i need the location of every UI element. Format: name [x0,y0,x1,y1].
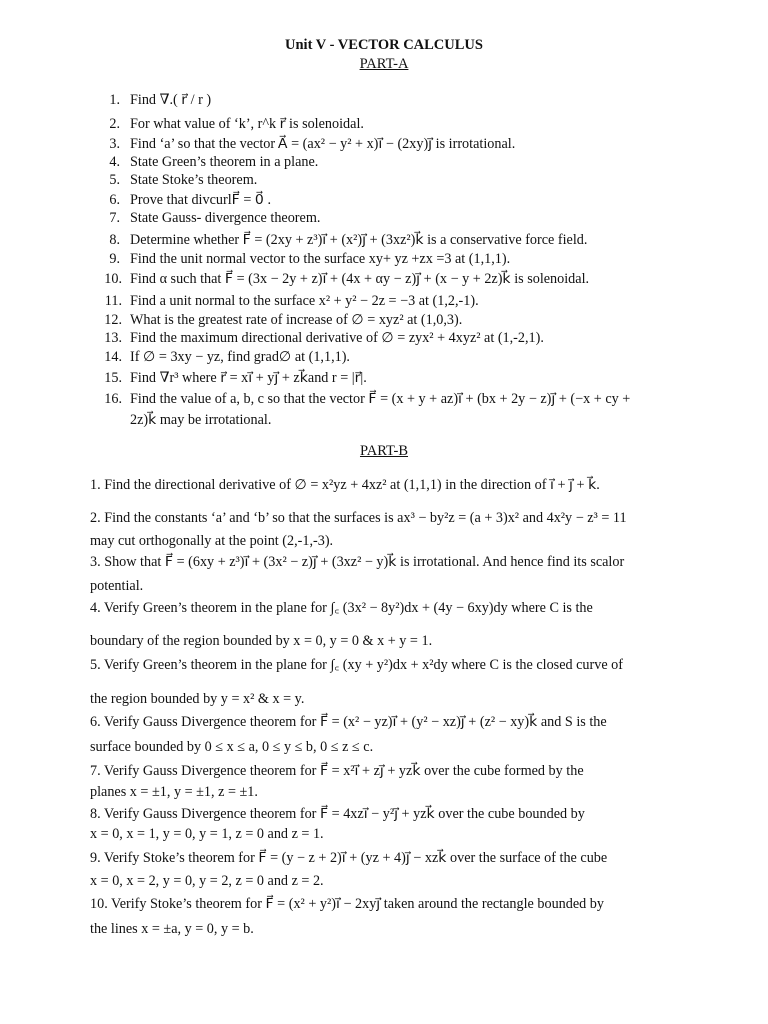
question-number: 4. [109,154,120,170]
question-number: 8. [109,232,120,248]
question-number: 3. [109,136,120,152]
question-text: 3. Show that F⃗ = (6xy + z³)i⃗ + (3x² − z)j⃗ + (3xz² − y)k⃗ is irrotational. And hence find its scalor [90,554,625,570]
question-text: What is the greatest rate of increase of ∅ = xyz² at (1,0,3). [130,312,463,328]
question-text: Find the value of a, b, c so that the vector F⃗ = (x + y + az)i⃗ + (bx + 2y − z)j⃗ + (−x + cy + [130,391,631,407]
question-number: 5. [109,172,120,188]
question-number: 1. [109,92,120,108]
question-text-continued: 2z)k⃗ may be irrotational. [130,412,272,428]
question-text: 4. Verify Green’s theorem in the plane for ∫꜀ (3x² − 8y²)dx + (4y − 6xy)dy where C is the [90,600,593,616]
question-text: 9. Verify Stoke’s theorem for F⃗ = (y − z + 2)i⃗ + (yz + 4)j⃗ − xzk⃗ over the surface of the cube [90,850,608,866]
question-number: 2. [109,116,120,132]
question-number: 6. [109,192,120,208]
question-number: 13. [104,330,122,346]
page-title: Unit V - VECTOR CALCULUS [285,37,483,53]
question-text: Find α such that F⃗ = (3x − 2y + z)i⃗ + (4x + αy − z)j⃗ + (x − y + 2z)k⃗ is solenoidal. [130,271,590,287]
question-text: 5. Verify Green’s theorem in the plane for ∫꜀ (xy + y²)dx + x²dy where C is the closed curve of [90,657,624,673]
question-number: 9. [109,251,120,267]
question-text: Find the unit normal vector to the surface xy+ yz +zx =3 at (1,1,1). [130,251,511,267]
question-text-continued: boundary of the region bounded by x = 0, y = 0 & x + y = 1. [90,633,433,649]
question-text-continued: planes x = ±1, y = ±1, z = ±1. [90,784,258,800]
question-number: 14. [104,349,122,365]
part-b-heading: PART-B [359,443,409,459]
question-text: State Gauss- divergence theorem. [130,210,321,226]
question-text: 1. Find the directional derivative of ∅ = x²yz + 4xz² at (1,1,1) in the direction of i⃗ + j⃗ + k⃗. [90,477,600,493]
question-text-continued: the region bounded by y = x² & x = y. [90,691,305,707]
question-number: 16. [104,391,122,407]
question-number: 10. [104,271,122,287]
question-number: 11. [104,293,122,309]
question-text-continued: the lines x = ±a, y = 0, y = b. [90,921,254,937]
question-text: If ∅ = 3xy − yz, find grad∅ at (1,1,1). [130,349,350,365]
question-text: For what value of ‘k’, r^k r⃗ is solenoidal. [130,116,364,132]
question-text-continued: potential. [90,578,144,594]
question-text: Find ∇r³ where r⃗ = xi⃗ + yj⃗ + zk⃗and r = |r⃗|. [130,370,367,386]
question-text: 10. Verify Stoke’s theorem for F⃗ = (x² + y²)i⃗ − 2xyj⃗ taken around the rectangle bounded by [90,896,604,912]
question-text: Find the maximum directional derivative of ∅ = zyx² + 4xyz² at (1,-2,1). [130,330,544,346]
question-text: State Green’s theorem in a plane. [130,154,319,170]
question-number: 7. [109,210,120,226]
question-text: 6. Verify Gauss Divergence theorem for F⃗ = (x² − yz)i⃗ + (y² − xz)j⃗ + (z² − xy)k⃗ and S is the [90,714,607,730]
question-text-continued: may cut orthogonally at the point (2,-1,-3). [90,533,334,549]
question-text: 7. Verify Gauss Divergence theorem for F⃗ = x²i⃗ + zj⃗ + yzk⃗ over the cube formed by the [90,763,584,779]
question-text: Find a unit normal to the surface x² + y² − 2z = −3 at (1,2,-1). [130,293,479,309]
question-text-continued: surface bounded by 0 ≤ x ≤ a, 0 ≤ y ≤ b, 0 ≤ z ≤ c. [90,739,374,755]
question-number: 15. [104,370,122,386]
question-text: Prove that divcurlF⃗ = 0⃗ . [130,192,272,208]
question-text: Find ‘a’ so that the vector A⃗ = (ax² − y² + x)i⃗ − (2xy)j⃗ is irrotational. [130,136,516,152]
question-text: State Stoke’s theorem. [130,172,258,188]
part-a-heading: PART-A [359,56,409,72]
question-text: 8. Verify Gauss Divergence theorem for F⃗ = 4xzi⃗ − y²j⃗ + yzk⃗ over the cube bounded by [90,806,585,822]
question-text: Determine whether F⃗ = (2xy + z³)i⃗ + (x²)j⃗ + (3xz²)k⃗ is a conservative force field. [130,232,588,248]
question-text-continued: x = 0, x = 1, y = 0, y = 1, z = 0 and z = 1. [90,826,324,842]
question-text: Find ∇.( r⃗ / r ) [130,92,212,108]
question-number: 12. [104,312,122,328]
question-text-continued: x = 0, x = 2, y = 0, y = 2, z = 0 and z = 2. [90,873,324,889]
question-text: 2. Find the constants ‘a’ and ‘b’ so that the surfaces is ax³ − by²z = (a + 3)x² and 4x²y − z³ = 11 [90,510,627,526]
